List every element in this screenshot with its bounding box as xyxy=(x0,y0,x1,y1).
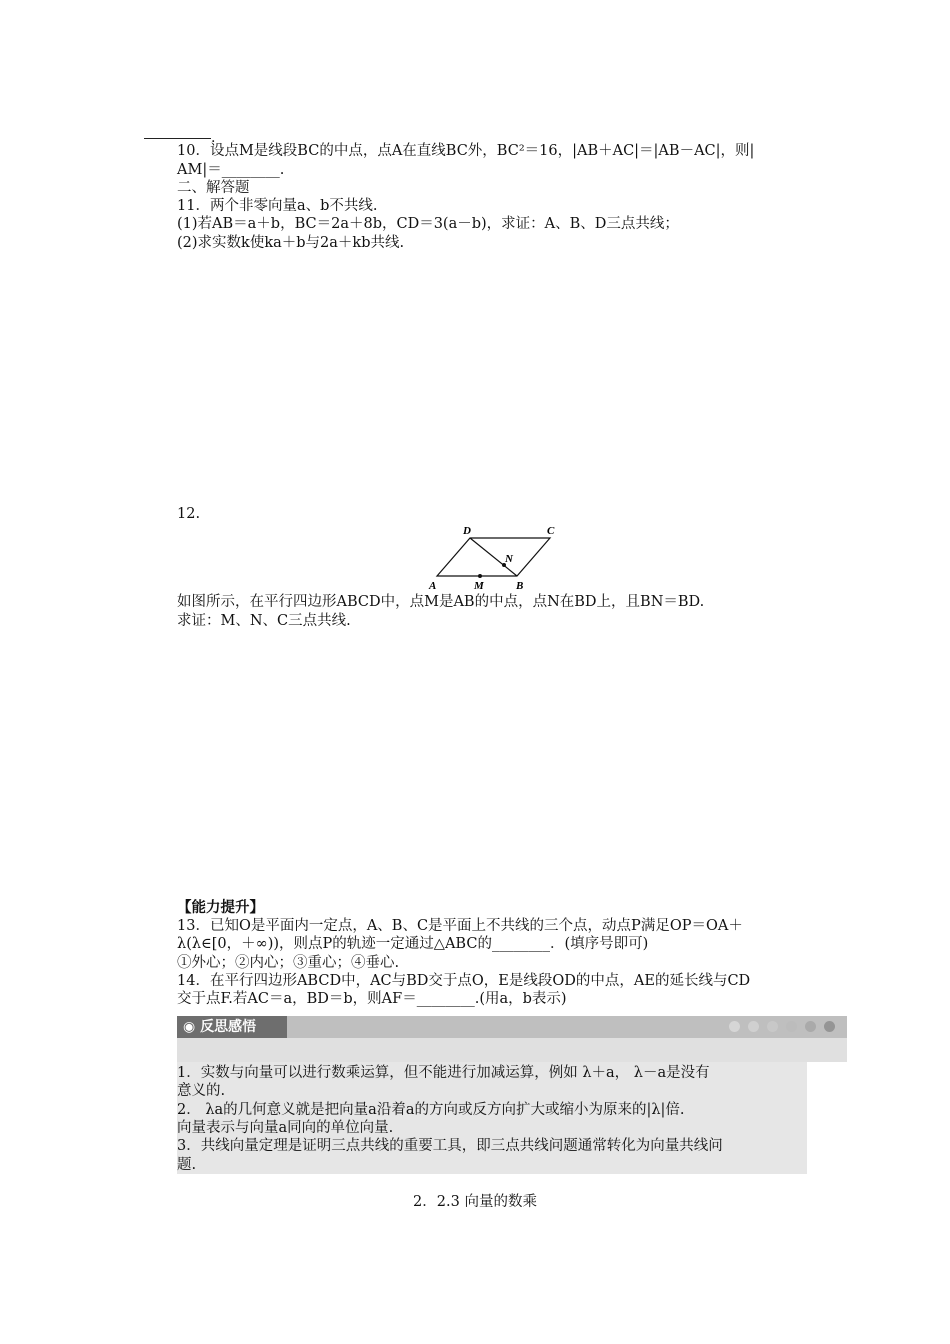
q14-line1: 14．在平行四边形ABCD中，AC与BD交于点O，E是线段OD的中点，AE的延长线与CD xyxy=(177,973,751,989)
dot-icon xyxy=(767,1021,778,1032)
dot-icon xyxy=(729,1021,740,1032)
decorative-dots xyxy=(729,1021,835,1032)
label-b: B xyxy=(516,580,524,592)
answer-blank-line xyxy=(144,138,211,139)
label-a: A xyxy=(429,580,437,592)
reflect-p3-l2: 题. xyxy=(177,1157,197,1173)
q12-line2: 求证：M、N、C三点共线. xyxy=(177,613,351,629)
dot-icon xyxy=(824,1021,835,1032)
section-title: 2．2.3 向量的数乘 xyxy=(413,1194,537,1210)
label-c: C xyxy=(547,525,555,537)
q10-line1: 10．设点M是线段BC的中点，点A在直线BC外，BC²＝16，|AB＋AC|＝|AB－AC|，则| xyxy=(177,143,755,159)
q14-line2: 交于点F.若AC＝a，BD＝b，则AF＝________.(用a，b表示) xyxy=(177,991,567,1007)
q13-line2: λ(λ∈[0，＋∞))，则点P的轨迹一定通过△ABC的________．(填序号即可) xyxy=(177,936,649,952)
dot-icon xyxy=(805,1021,816,1032)
reflect-p3-l1: 3．共线向量定理是证明三点共线的重要工具，即三点共线问题通常转化为向量共线问 xyxy=(177,1138,723,1154)
q11-part2: (2)求实数k使ka＋b与2a＋kb共线. xyxy=(177,235,405,251)
q11-part1: (1)若AB＝a＋b，BC＝2a＋8b，CD＝3(a－b)，求证：A、B、D三点共线； xyxy=(177,216,679,232)
parallelogram-diagram xyxy=(425,522,565,594)
ability-heading: 【能力提升】 xyxy=(177,899,264,916)
q10-line2: AM|＝________. xyxy=(177,162,285,178)
label-d: D xyxy=(463,525,471,537)
reflect-content xyxy=(177,1062,807,1174)
reflect-p1-l2: 意义的. xyxy=(177,1083,226,1099)
q12-number: 12. xyxy=(177,506,201,522)
reflect-p1-l1: 1．实数与向量可以进行数乘运算，但不能进行加减运算，例如 λ＋a， λ－a是没有 xyxy=(177,1065,710,1081)
q13-options: ①外心；②内心；③重心；④垂心. xyxy=(177,955,400,971)
q12-line1: 如图所示，在平行四边形ABCD中，点M是AB的中点，点N在BD上，且BN＝BD. xyxy=(177,594,705,610)
reflect-p2-l2: 向量表示与向量a同向的单位向量. xyxy=(177,1120,394,1136)
reflect-label: ◉ 反思感悟 xyxy=(177,1016,287,1038)
reflect-spacer xyxy=(177,1038,847,1062)
point-m xyxy=(478,574,482,578)
label-m: M xyxy=(474,580,484,592)
trailing-period: . xyxy=(211,130,216,146)
reflect-p2-l1: 2． λa的几何意义就是把向量a沿着a的方向或反方向扩大或缩小为原来的|λ|倍. xyxy=(177,1102,685,1118)
section-heading-answers: 二、解答题 xyxy=(177,180,250,196)
dot-icon xyxy=(786,1021,797,1032)
dot-icon xyxy=(748,1021,759,1032)
q11-stem: 11．两个非零向量a、b不共线. xyxy=(177,198,378,214)
reflect-header-bar xyxy=(177,1016,847,1038)
q13-line1: 13．已知O是平面内一定点，A、B、C是平面上不共线的三个点，动点P满足OP＝OA＋ xyxy=(177,918,743,934)
label-n: N xyxy=(505,553,513,565)
